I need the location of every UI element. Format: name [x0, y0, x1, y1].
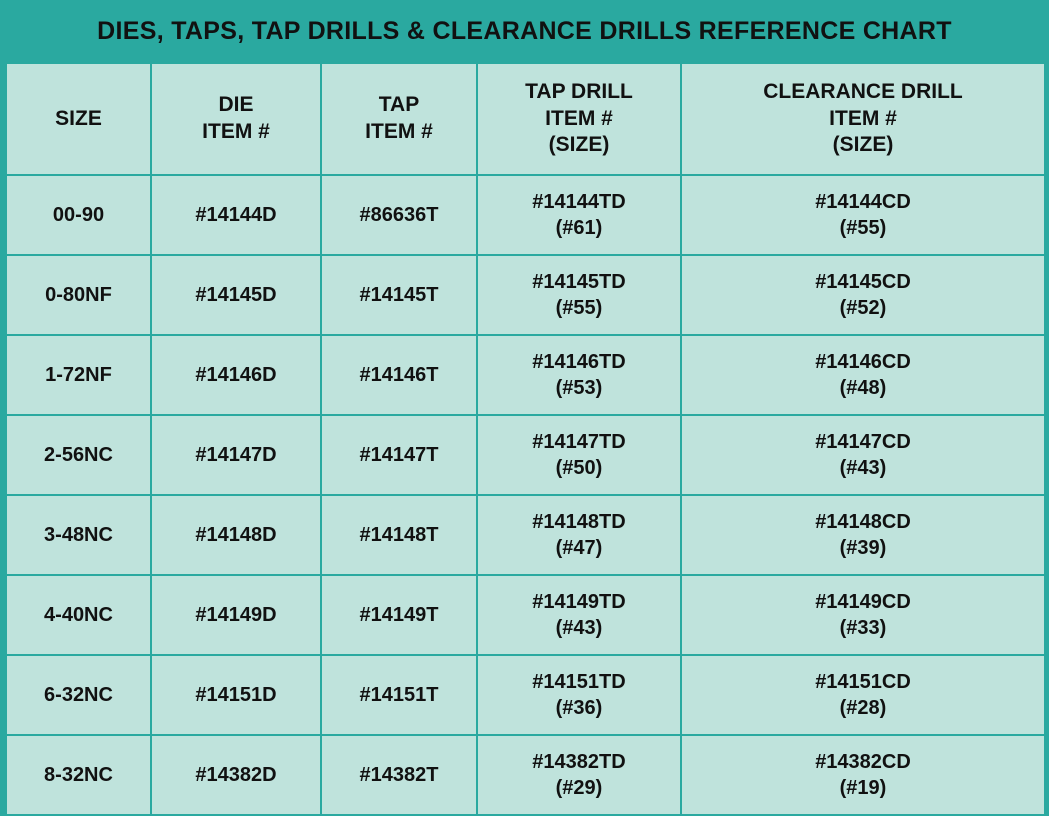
cell-tap-drill-number: #14382TD — [532, 751, 626, 773]
cell-tap-drill-item — [477, 175, 681, 255]
cell-tap-drill-number: #14145TD — [532, 271, 626, 293]
cell-tap-item: #14382T — [321, 735, 477, 815]
cell-clearance-drill-number: #14144CD — [815, 191, 911, 213]
cell-tap-drill-item — [477, 335, 681, 415]
table-body — [6, 175, 1045, 815]
cell-clearance-drill-size: (#55) — [839, 217, 887, 239]
table-header — [6, 63, 1045, 175]
table-row — [6, 575, 1045, 655]
cell-tap-item: #14146T — [321, 335, 477, 415]
cell-clearance-drill-item — [681, 335, 1045, 415]
table-header-row — [6, 63, 1045, 175]
cell-die-item: #14382D — [151, 735, 321, 815]
cell-size: 8-32NC — [6, 735, 151, 815]
cell-tap-drill-item — [477, 415, 681, 495]
table-row — [6, 655, 1045, 735]
cell-tap-drill-size: (#36) — [555, 697, 603, 719]
cell-size: 0-80NF — [6, 255, 151, 335]
cell-tap-drill-number: #14147TD — [532, 431, 626, 453]
cell-die-item: #14147D — [151, 415, 321, 495]
cell-tap-item: #14151T — [321, 655, 477, 735]
cell-tap-drill-number: #14151TD — [532, 671, 626, 693]
column-header-tap-line-1: TAP — [378, 93, 420, 117]
cell-tap-drill-number: #14148TD — [532, 511, 626, 533]
column-header-clearance-line-1: CLEARANCE DRILL — [763, 79, 963, 103]
reference-table — [5, 62, 1046, 816]
cell-tap-item: #14149T — [321, 575, 477, 655]
cell-clearance-drill-number: #14146CD — [815, 351, 911, 373]
cell-die-item: #14145D — [151, 255, 321, 335]
column-header-tap-drill-line-1: TAP DRILL — [525, 79, 633, 103]
cell-tap-drill-size: (#55) — [555, 297, 603, 319]
cell-tap-drill-number: #14146TD — [532, 351, 626, 373]
cell-tap-drill-item — [477, 655, 681, 735]
cell-die-item: #14144D — [151, 175, 321, 255]
table-row — [6, 175, 1045, 255]
column-header-tap-item — [321, 63, 477, 175]
cell-clearance-drill-number: #14148CD — [815, 511, 911, 533]
cell-tap-drill-item — [477, 735, 681, 815]
column-header-clearance-line-2: ITEM # — [829, 106, 897, 130]
cell-tap-drill-size: (#29) — [555, 777, 603, 799]
cell-clearance-drill-size: (#33) — [839, 617, 887, 639]
cell-clearance-drill-item — [681, 415, 1045, 495]
cell-tap-item: #86636T — [321, 175, 477, 255]
cell-tap-drill-size: (#47) — [555, 537, 603, 559]
cell-tap-drill-number: #14149TD — [532, 591, 626, 613]
cell-size: 00-90 — [6, 175, 151, 255]
cell-clearance-drill-item — [681, 655, 1045, 735]
cell-clearance-drill-size: (#52) — [839, 297, 887, 319]
column-header-size-line-1: SIZE — [55, 106, 102, 130]
cell-clearance-drill-item — [681, 575, 1045, 655]
cell-clearance-drill-size: (#39) — [839, 537, 887, 559]
cell-clearance-drill-item — [681, 175, 1045, 255]
cell-tap-drill-item — [477, 495, 681, 575]
cell-clearance-drill-number: #14151CD — [815, 671, 911, 693]
column-header-clearance-line-3: (SIZE) — [832, 133, 894, 157]
cell-clearance-drill-size: (#28) — [839, 697, 887, 719]
cell-tap-drill-size: (#43) — [555, 617, 603, 639]
cell-size: 6-32NC — [6, 655, 151, 735]
column-header-clearance-drill-item — [681, 63, 1045, 175]
cell-die-item: #14146D — [151, 335, 321, 415]
cell-size: 2-56NC — [6, 415, 151, 495]
table-row — [6, 415, 1045, 495]
column-header-tap-drill-line-2: ITEM # — [545, 106, 613, 130]
cell-tap-item: #14148T — [321, 495, 477, 575]
cell-clearance-drill-size: (#48) — [839, 377, 887, 399]
cell-clearance-drill-size: (#19) — [839, 777, 887, 799]
table-row — [6, 735, 1045, 815]
column-header-tap-drill-line-3: (SIZE) — [548, 133, 610, 157]
table-row — [6, 495, 1045, 575]
table-row — [6, 255, 1045, 335]
cell-tap-drill-size: (#61) — [555, 217, 603, 239]
cell-clearance-drill-number: #14145CD — [815, 271, 911, 293]
cell-clearance-drill-number: #14147CD — [815, 431, 911, 453]
cell-size: 3-48NC — [6, 495, 151, 575]
column-header-tap-line-2: ITEM # — [365, 120, 433, 143]
cell-die-item: #14148D — [151, 495, 321, 575]
cell-clearance-drill-number: #14382CD — [815, 751, 911, 773]
cell-clearance-drill-size: (#43) — [839, 457, 887, 479]
cell-die-item: #14151D — [151, 655, 321, 735]
cell-clearance-drill-item — [681, 255, 1045, 335]
cell-tap-drill-item — [477, 575, 681, 655]
cell-tap-drill-size: (#53) — [555, 377, 603, 399]
cell-tap-item: #14147T — [321, 415, 477, 495]
cell-die-item: #14149D — [151, 575, 321, 655]
cell-clearance-drill-item — [681, 495, 1045, 575]
cell-size: 1-72NF — [6, 335, 151, 415]
column-header-die-item — [151, 63, 321, 175]
page-title: DIES, TAPS, TAP DRILLS & CLEARANCE DRILLS REFERENCE CHART — [97, 17, 952, 45]
column-header-die-line-1: DIE — [218, 93, 254, 117]
column-header-die-line-2: ITEM # — [202, 120, 270, 143]
cell-tap-drill-item — [477, 255, 681, 335]
cell-tap-drill-size: (#50) — [555, 457, 603, 479]
cell-tap-item: #14145T — [321, 255, 477, 335]
cell-clearance-drill-item — [681, 735, 1045, 815]
cell-tap-drill-number: #14144TD — [532, 191, 626, 213]
column-header-size — [6, 63, 151, 175]
cell-clearance-drill-number: #14149CD — [815, 591, 911, 613]
table-row — [6, 335, 1045, 415]
cell-size: 4-40NC — [6, 575, 151, 655]
column-header-tap-drill-item — [477, 63, 681, 175]
